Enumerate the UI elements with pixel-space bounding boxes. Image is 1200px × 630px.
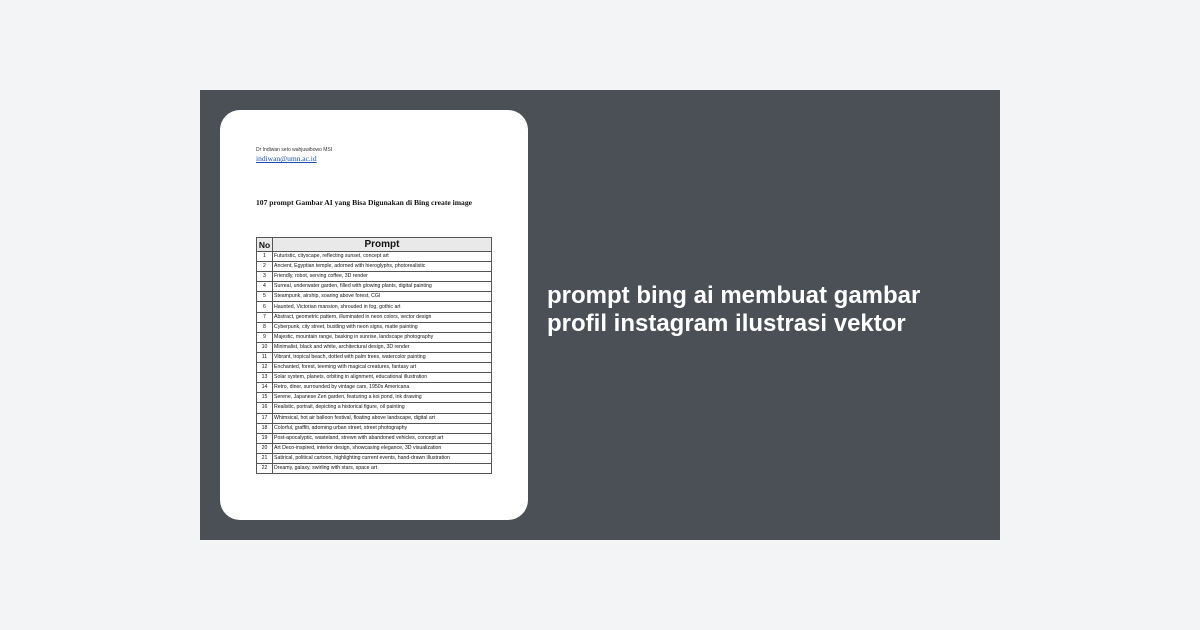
row-prompt: Minimalist, black and white, architectural design, 3D render [273, 342, 492, 352]
row-number: 18 [257, 423, 273, 433]
row-number: 6 [257, 302, 273, 312]
row-prompt: Enchanted, forest, teeming with magical creatures, fantasy art [273, 363, 492, 373]
document-title: 107 prompt Gambar AI yang Bisa Digunakan di Bing create image [256, 198, 473, 207]
table-row [257, 332, 492, 342]
table-body [257, 252, 492, 474]
table-row [257, 383, 492, 393]
row-number: 19 [257, 433, 273, 443]
table-row [257, 252, 492, 262]
row-prompt: Haunted, Victorian mansion, shrouded in fog, gothic art [273, 302, 492, 312]
prompt-table [256, 237, 492, 474]
row-number: 1 [257, 252, 273, 262]
table-row [257, 443, 492, 453]
table-row [257, 433, 492, 443]
row-number: 9 [257, 332, 273, 342]
table-row [257, 373, 492, 383]
row-number: 11 [257, 352, 273, 362]
row-prompt: Whimsical, hot air balloon festival, floating above landscape, digital art [273, 413, 492, 423]
table-row [257, 312, 492, 322]
table-row [257, 413, 492, 423]
row-prompt: Friendly, robot, serving coffee, 3D render [273, 272, 492, 282]
row-number: 16 [257, 403, 273, 413]
row-number: 3 [257, 272, 273, 282]
row-number: 15 [257, 393, 273, 403]
table-row [257, 342, 492, 352]
row-number: 20 [257, 443, 273, 453]
row-prompt: Surreal, underwater garden, filled with glowing plants, digital painting [273, 282, 492, 292]
row-prompt: Post-apocalyptic, wasteland, strewn with abandoned vehicles, concept art [273, 433, 492, 443]
table-row [257, 262, 492, 272]
table-row [257, 282, 492, 292]
table-row [257, 393, 492, 403]
table-header-row [257, 238, 492, 252]
table-row [257, 463, 492, 473]
row-prompt: Colorful, graffiti, adorning urban street, street photography [273, 423, 492, 433]
row-number: 13 [257, 373, 273, 383]
table-row [257, 363, 492, 373]
table-row [257, 302, 492, 312]
table-row [257, 453, 492, 463]
row-prompt: Realistic, portrait, depicting a historical figure, oil painting [273, 403, 492, 413]
row-prompt: Futuristic, cityscape, reflecting sunset, concept art [273, 252, 492, 262]
row-number: 10 [257, 342, 273, 352]
page-title: prompt bing ai membuat gambar profil instagram ilustrasi vektor [547, 282, 921, 337]
table-row [257, 322, 492, 332]
row-prompt: Solar system, planets, orbiting in alignment, educational illustration [273, 373, 492, 383]
row-number: 5 [257, 292, 273, 302]
row-prompt: Abstract, geometric pattern, illuminated in neon colors, vector design [273, 312, 492, 322]
row-prompt: Serene, Japanese Zen garden, featuring a koi pond, ink drawing [273, 393, 492, 403]
document-thumbnail[interactable] [220, 110, 528, 520]
row-prompt: Retro, diner, surrounded by vintage cars, 1950s Americana [273, 383, 492, 393]
row-prompt: Cyberpunk, city street, bustling with neon signs, matte painting [273, 322, 492, 332]
row-number: 4 [257, 282, 273, 292]
row-prompt: Dreamy, galaxy, swirling with stars, space art [273, 463, 492, 473]
row-number: 7 [257, 312, 273, 322]
table-row [257, 272, 492, 282]
row-prompt: Vibrant, tropical beach, dotted with palm trees, watercolor painting [273, 352, 492, 362]
row-prompt: Majestic, mountain range, basking in sunrise, landscape photography [273, 332, 492, 342]
preview-card[interactable] [200, 90, 1000, 540]
row-number: 2 [257, 262, 273, 272]
row-number: 8 [257, 322, 273, 332]
table-row [257, 352, 492, 362]
row-prompt: Steampunk, airship, soaring above forest, CGI [273, 292, 492, 302]
table-row [257, 292, 492, 302]
document-email-link[interactable]: indiwan@umn.ac.id [256, 154, 317, 163]
column-header-no: No [257, 238, 273, 252]
row-number: 14 [257, 383, 273, 393]
row-number: 12 [257, 363, 273, 373]
row-prompt: Art Deco-inspired, interior design, showcasing elegance, 3D visualization [273, 443, 492, 453]
column-header-prompt: Prompt [273, 238, 492, 252]
table-row [257, 423, 492, 433]
row-number: 21 [257, 453, 273, 463]
row-prompt: Satirical, political cartoon, highlighting current events, hand-drawn illustration [273, 453, 492, 463]
row-prompt: Ancient, Egyptian temple, adorned with hieroglyphs, photorealistic [273, 262, 492, 272]
document-author: Dr Indiwan seto wahjuwibowo MSI [256, 147, 333, 153]
row-number: 22 [257, 463, 273, 473]
row-number: 17 [257, 413, 273, 423]
table-row [257, 403, 492, 413]
